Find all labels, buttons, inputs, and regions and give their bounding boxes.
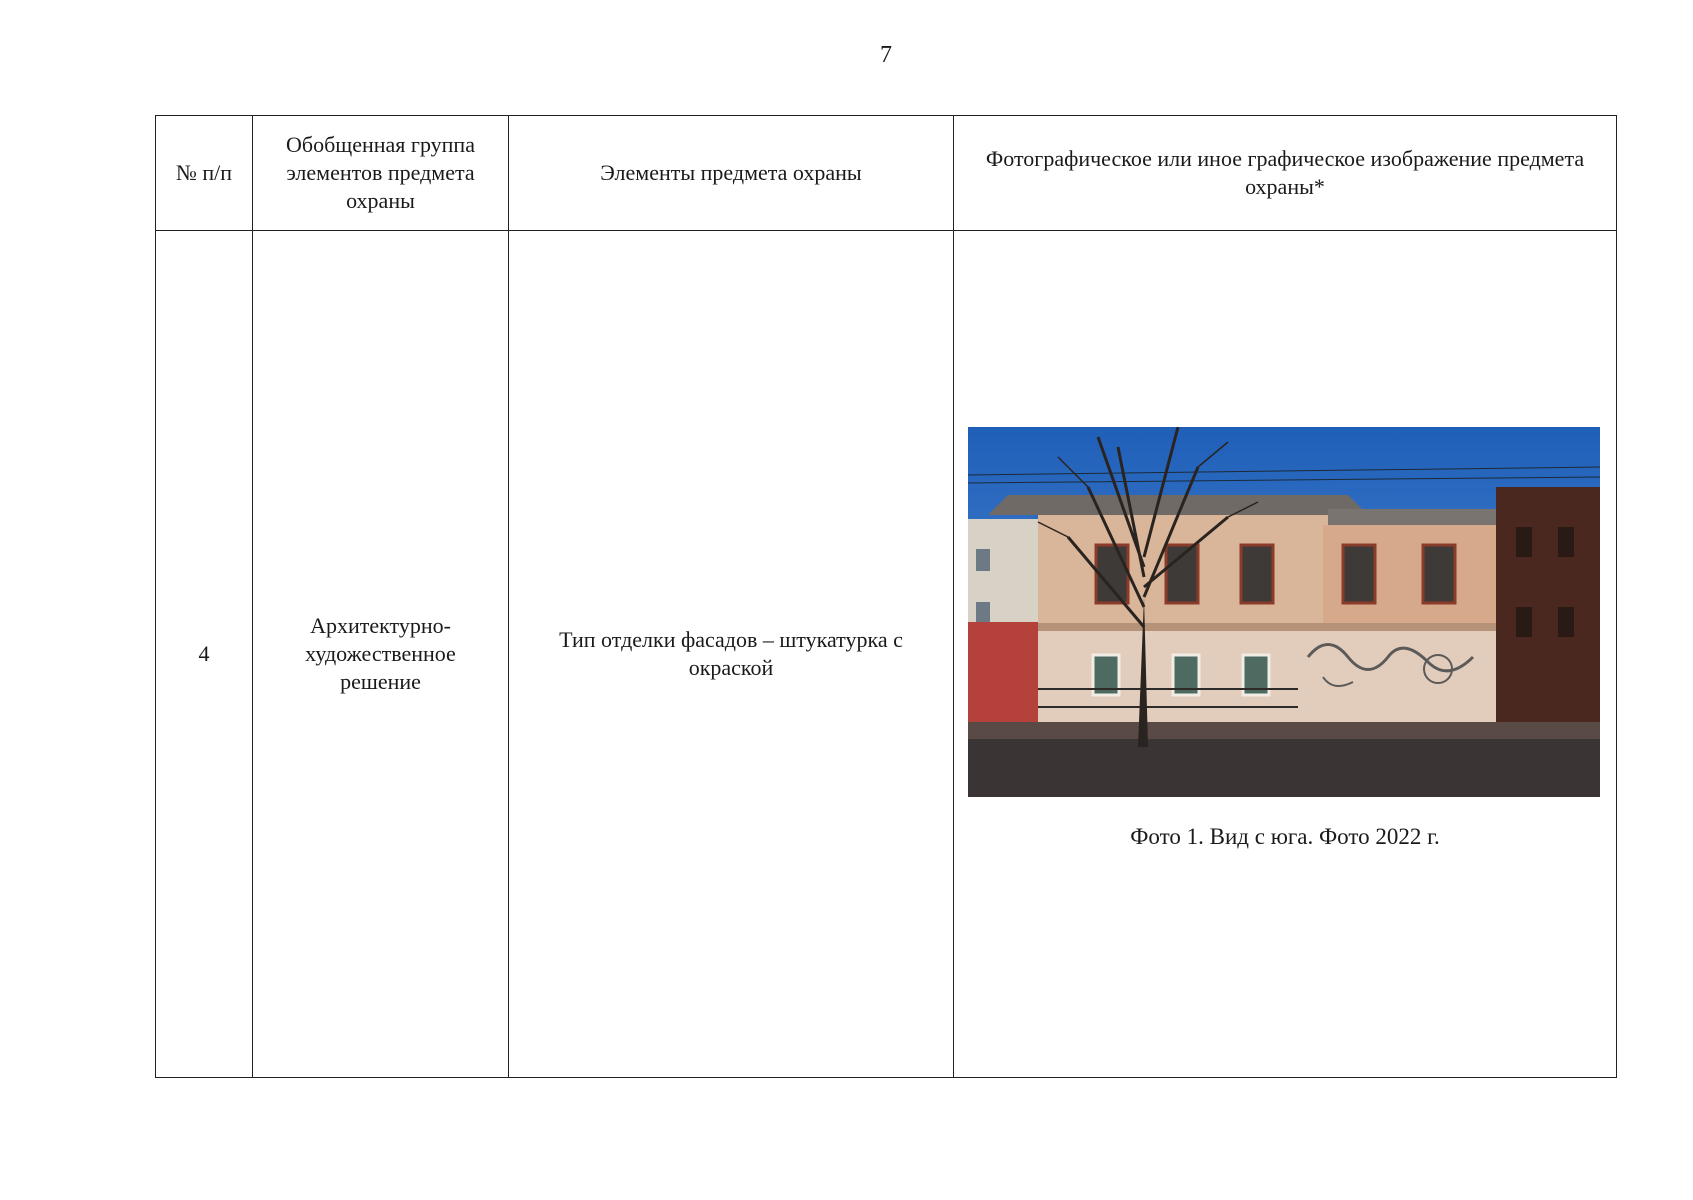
header-num: № п/п xyxy=(156,116,253,231)
table-header-row xyxy=(156,116,1617,231)
protection-elements-table xyxy=(155,115,1617,1078)
header-group: Обобщенная группа элементов предмета охраны xyxy=(253,116,509,231)
cell-elements: Тип отделки фасадов – штукатурка с окраской xyxy=(509,231,954,1078)
cell-group: Архитектурно-художественное решение xyxy=(253,231,509,1078)
cell-photo xyxy=(954,231,1617,1078)
page-number: 7 xyxy=(880,42,892,68)
header-photo: Фотографическое или иное графическое изображение предмета охраны* xyxy=(954,116,1617,231)
table-row xyxy=(156,231,1617,1078)
building-photo xyxy=(968,427,1600,797)
cell-num: 4 xyxy=(156,231,253,1078)
photo-caption: Фото 1. Вид с юга. Фото 2022 г. xyxy=(1130,824,1440,849)
header-elements: Элементы предмета охраны xyxy=(509,116,954,231)
